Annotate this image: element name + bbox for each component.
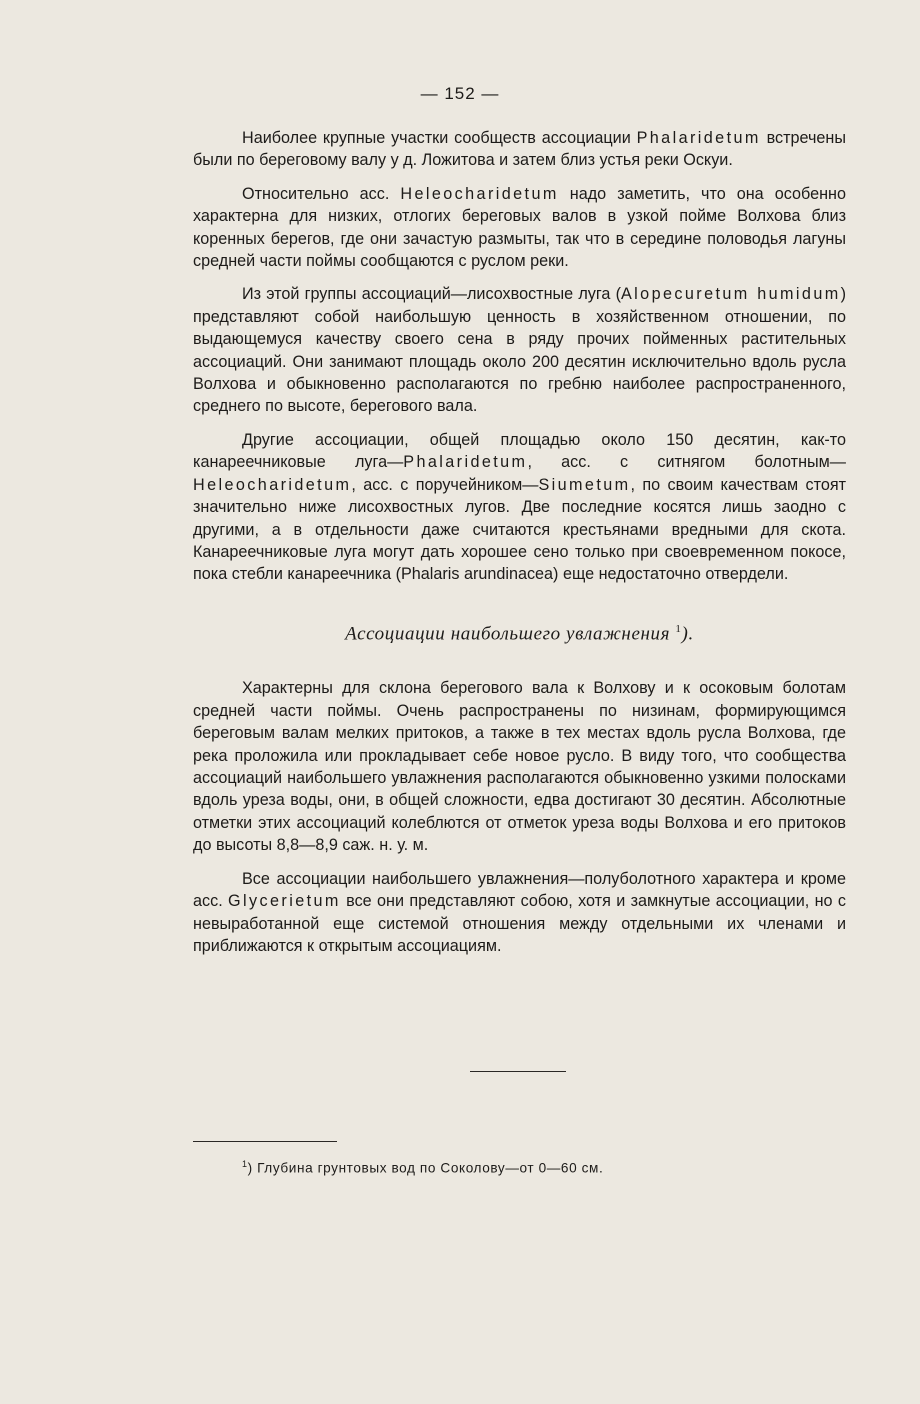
- footnote-mark: 1: [675, 622, 682, 635]
- footnote: [242, 1159, 842, 1176]
- paragraph: [193, 868, 846, 958]
- text-run: Характерны для склона берегового вала к Волхову и к осоковым болотам средней части поймы. Очень распространены по низинам, формирующимся береговым валам мелких притоков, а также в тех местах вдоль русла Волхова, где река проложила или прокладывает себе новое русло. В виду того, что сообщества ассоциаций наибольшего увлажнения располагаются обыкновенно узкими полосками вдоль уреза воды, они, в общей сложности, едва достигают 30 десятин. Абсолютные отметки этих ассоциаций колеблются от отметок уреза воды Волхова и его притоков до высоты 8,8—8,9 саж. н. у. м.: [193, 679, 846, 855]
- text-run: Другие ассоциации, общей площадью около 150 десятин, как-то канареечниковые луга—: [193, 430, 846, 472]
- text-run: , по своим качествам стоят значительно ниже лисохвостных лугов. Две последние косятся лишь заодно с другими, а в отдельности даже считаются крестьянами вредными для скота. Канареечниковые луга могут дать хорошее сено только при своевременном покосе, пока стебли канареечника (Phalaris arundinacea) еще недостаточно отвердели.: [193, 475, 846, 584]
- text-run: Все ассоциации наибольшего увлажнения—полуболотного характера и кроме асс.: [193, 869, 846, 911]
- main-text: [193, 127, 846, 968]
- paragraph: [193, 183, 846, 273]
- paragraph: [193, 429, 846, 586]
- text-run: , асс. с поручейником—: [351, 475, 539, 494]
- footnote-text: ) Глубина грунтовых вод по Соколову—от 0—60 см.: [247, 1160, 604, 1176]
- latin-term: Heleocharidetum: [193, 475, 352, 494]
- text-run: ) представляют собой наибольшую ценность в хозяйственном отношении, по выдающемуся качеству своего сена в ряду прочих пойменных растительных ассоциаций. Они занимают площадь около 200 десятин исключительно вдоль русла Волхова и обыкновенно располагаются по гребню наиболее распространенного, среднего по высоте, берегового вала.: [193, 285, 846, 416]
- text-run: Из этой группы ассоциаций—лисохвостные луга (: [242, 285, 621, 304]
- paragraph: [193, 677, 846, 856]
- latin-term: Alopecuretum humidum: [620, 285, 841, 304]
- page-number: — 152 —: [420, 84, 500, 103]
- section-heading-text: Ассоциации наибольшего увлажнения: [345, 623, 671, 645]
- latin-term: Siumetum: [538, 475, 631, 494]
- paragraph: [193, 283, 846, 417]
- latin-term: Glycerietum: [228, 892, 341, 911]
- text-run: Относительно асс.: [242, 184, 401, 203]
- text-run: , асс. с ситнягом болотным—: [527, 453, 846, 472]
- text-run: надо заметить, что она особенно характерна для низких, отлогих береговых валов в узкой пойме Волхова близ коренных берегов, где они зачастую размыты, так что в середине половодья лагуны средней части поймы сообщаются с руслом реки.: [193, 184, 846, 271]
- footnote-separator: [193, 1141, 337, 1142]
- latin-term: Heleocharidetum: [400, 184, 559, 203]
- end-of-text-rule: [470, 1071, 566, 1072]
- section-heading-tail: ).: [681, 623, 694, 645]
- paragraph: [193, 127, 846, 172]
- paragraph-group-2: [193, 677, 846, 957]
- latin-term: Phalaridetum: [403, 453, 528, 472]
- footnote-number: 1: [242, 1159, 248, 1169]
- text-run: Наиболее крупные участки сообществ ассоциации: [242, 129, 637, 147]
- latin-term: Phalaridetum: [636, 129, 761, 147]
- text-run: все они представляют собою, хотя и замкнутые ассоциации, но с невыработанной еще системой отношения между отдельными их членами и приближаются к открытым ассоциациям.: [193, 892, 846, 955]
- paragraph-group-1: [193, 127, 846, 586]
- text-run: встречены были по береговому валу у д. Ложитова и затем близ устья реки Оскуи.: [193, 129, 846, 170]
- section-heading: [193, 618, 846, 646]
